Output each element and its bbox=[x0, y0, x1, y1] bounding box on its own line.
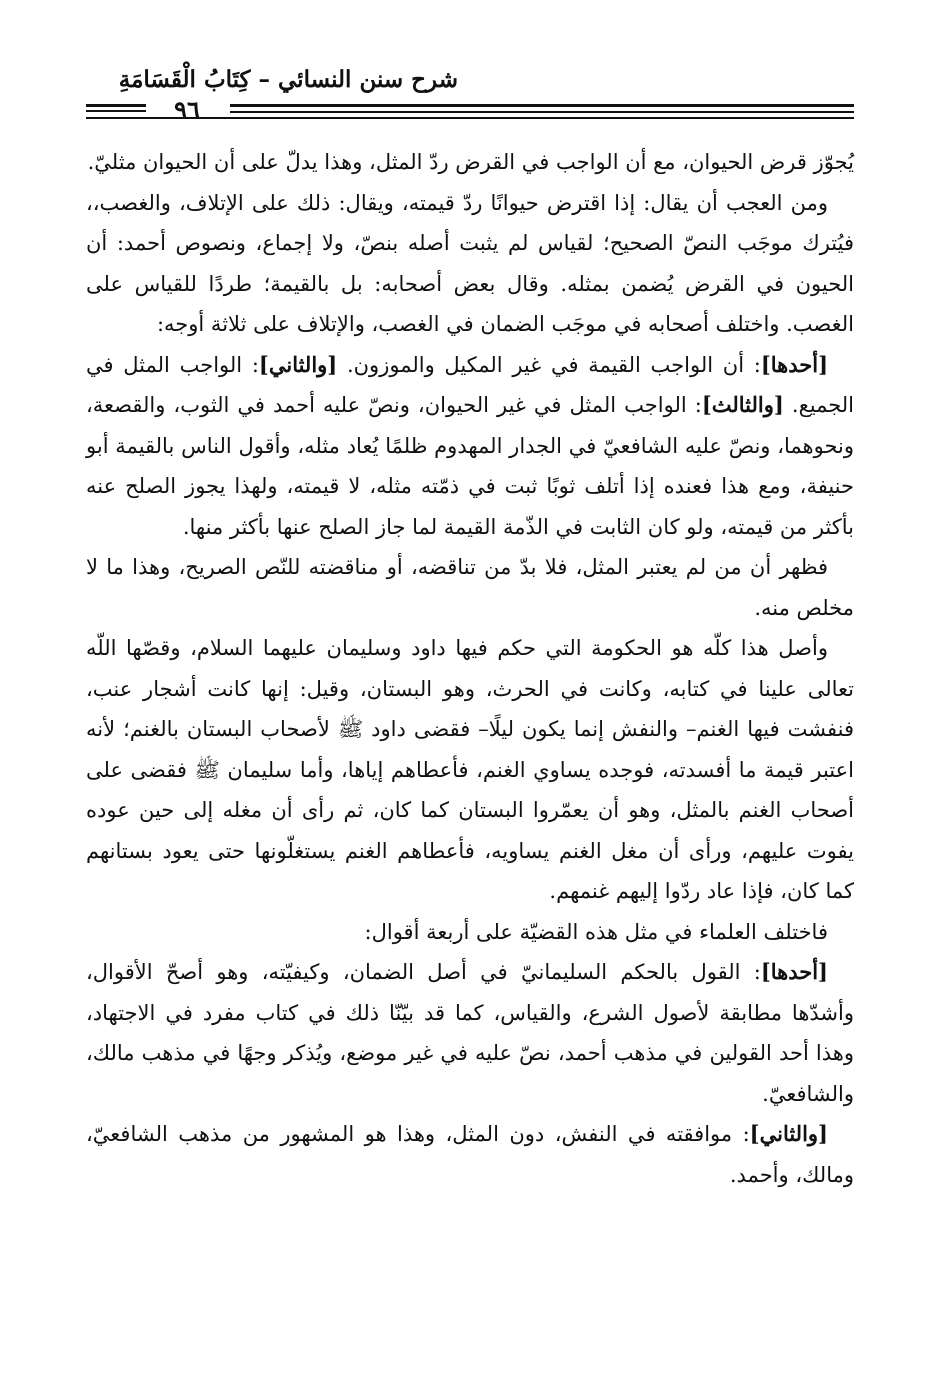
paragraph-opinion-2 bbox=[86, 1114, 854, 1195]
opinion-marker: [والثاني] bbox=[258, 351, 338, 377]
header-rule-1 bbox=[230, 104, 854, 107]
paragraph: يُجوّز قرض الحيوان، مع أن الواجب في القرض ردّ المثل، وهذا يدلّ على أن الحيوان مثليّ. bbox=[87, 150, 854, 174]
opinion-marker: [والثالث] bbox=[701, 392, 784, 417]
header-rule-short-2 bbox=[86, 110, 146, 112]
header-rule-2 bbox=[230, 111, 854, 113]
paragraph-opinions bbox=[86, 345, 854, 548]
header-rule-3 bbox=[86, 117, 854, 119]
paragraph: فاختلف العلماء في مثل هذه القضيّة على أربعة أقوال: bbox=[364, 919, 828, 944]
page-number: ٩٦ bbox=[174, 95, 200, 124]
paragraph-segment: : القول بالحكم السليمانيّ في أصل الضمان، وكيفيّته، وهو أصحّ الأقوال، وأشدّها مطابقة لأصول الشرع، والقياس، كما قد بيّنّا ذلك في كتاب مفرد في الاجتهاد، وهذا أحد القولين في مذهب أحمد، نصّ عليه في غير موضع، ويُذكر وجهًا في مذهب مالك، والشافعيّ. bbox=[86, 960, 854, 1106]
paragraph-segment: : الواجب المثل في غير الحيوان، ونصّ عليه أحمد في الثوب، والقصعة، ونحوهما، ونصّ عليه الشافعيّ في الجدار المهدوم ظلمًا يُعاد مثله، وأقول الناس بالقيمة أبو حنيفة، ومع هذا فعنده إذا أتلف ثوبًا ثبت في ذمّته مثله، لا قيمته، ولهذا يجوز الصلح عنه بأكثر من قيمته، ولو كان الثابت في الذّمة القيمة لما جاز الصلح عنها بأكثر منها. bbox=[86, 393, 854, 539]
paragraph-segment: : أن الواجب القيمة في غير المكيل والموزون. bbox=[337, 352, 761, 377]
paragraph-segment: : الواجب المثل في الجميع. bbox=[86, 352, 855, 417]
header-rule-short bbox=[86, 104, 146, 107]
opinion-marker: [أحدها] bbox=[760, 959, 828, 984]
opinion-marker: [والثاني] bbox=[749, 1121, 828, 1146]
paragraph-opinion-1 bbox=[86, 952, 854, 1114]
body-text bbox=[86, 142, 854, 1195]
paragraph: وأصل هذا كلّه هو الحكومة التي حكم فيها داود وسليمان عليهما السلام، وقصّها اللّه تعالى علينا في كتابه، وكانت في الحرث، وهو البستان، وقيل: إنها كانت أشجار عنب، فنفشت فيها الغنم– والنفش إنما يكون ليلًا– فقضى داود ﷺ لأصحاب البستان بالغنم؛ لأنه اعتبر قيمة ما أفسدته، فوجده يساوي الغنم، فأعطاهم إياها، وأما سليمان ﷺ فقضى على أصحاب الغنم بالمثل، وهو أن يعمّروا البستان كما كان، ثم رأى أن مغله إلى حين عوده يفوت عليهم، ورأى أن مغل الغنم يساويه، فأعطاهم الغنم يستغلّونها حتى يعود بستانهم كما كان، فإذا عاد ردّوا إليهم غنمهم. bbox=[86, 636, 854, 903]
paragraph-segment: : موافقته في النفش، دون المثل، وهذا هو المشهور من مذهب الشافعيّ، ومالك، وأحمد. bbox=[86, 1122, 854, 1187]
opinion-marker: [أحدها] bbox=[760, 351, 829, 377]
running-title: شرح سنن النسائي – كِتَابُ الْقَسَامَةِ bbox=[118, 66, 458, 93]
paragraph: ومن العجب أن يقال: إذا اقترض حيوانًا ردّ قيمته، ويقال: ذلك على الإتلاف، والغصب،، فيُترك موجَب النصّ الصحيح؛ لقياس لم يثبت أصله بنصّ، ولا إجماع، ونصوص أحمد: أن الحيون في القرض يُضمن بمثله. وقال بعض أصحابه: بل بالقيمة؛ طردًا للقياس على الغصب. واختلف أصحابه في موجَب الضمان في الغصب، والإتلاف على ثلاثة أوجه: bbox=[86, 190, 854, 336]
paragraph: فظهر أن من لم يعتبر المثل، فلا بدّ من تناقضه، أو مناقضته للنّص الصريح، وهذا ما لا مخلص منه. bbox=[86, 555, 854, 620]
